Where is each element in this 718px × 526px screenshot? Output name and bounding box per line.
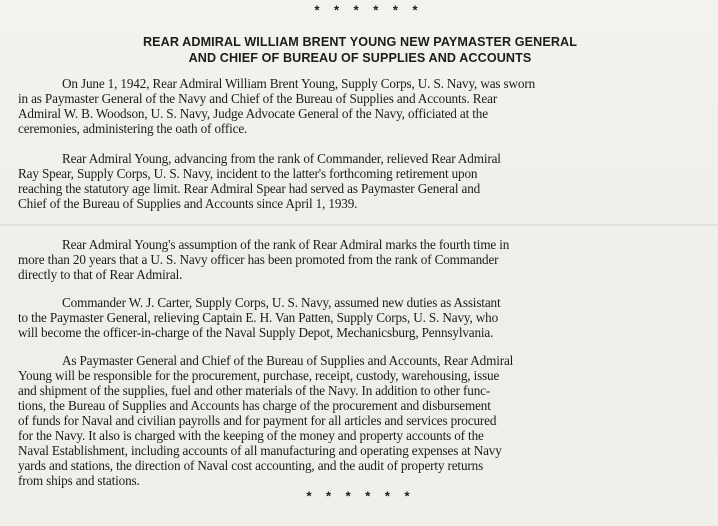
paragraph-line: for the Navy. It also is charged with the keeping of the money and property accounts of the (18, 428, 484, 443)
paragraph-line: Ray Spear, Supply Corps, U. S. Navy, incident to the latter's forthcoming retirement upon (18, 166, 478, 181)
paragraph-4 (18, 295, 710, 340)
paragraph-line: of funds for Naval and civilian payrolls and for payment for all articles and services procured (18, 413, 497, 428)
paragraph-1 (18, 76, 710, 136)
paragraph-line: On June 1, 1942, Rear Admiral William Brent Young, Supply Corps, U. S. Navy, was sworn (62, 76, 536, 91)
paragraph-3 (18, 237, 710, 282)
headline-line-2: AND CHIEF OF BUREAU OF SUPPLIES AND ACCOUNTS (188, 51, 532, 65)
paragraph-line: Young will be responsible for the procurement, purchase, receipt, custody, warehousing, issue (18, 368, 500, 383)
paragraph-line: from ships and stations. (18, 473, 140, 488)
paragraph-line: directly to that of Rear Admiral. (18, 267, 183, 282)
paragraph-line: Commander W. J. Carter, Supply Corps, U. S. Navy, assumed new duties as Assistant (62, 295, 501, 310)
paragraph-2 (18, 151, 710, 211)
top-separator: * * * * * * (313, 4, 421, 19)
paragraph-line: Chief of the Bureau of Supplies and Accounts since April 1, 1939. (18, 196, 358, 211)
paragraph-line: Rear Admiral Young's assumption of the rank of Rear Admiral marks the fourth time in (62, 237, 510, 252)
paragraph-line: Naval Establishment, including accounts of all manufacturing and operating expenses at Navy (18, 443, 502, 458)
paragraph-line: and shipment of the supplies, fuel and other materials of the Navy. In addition to other func- (18, 383, 491, 398)
headline-line-1: REAR ADMIRAL WILLIAM BRENT YOUNG NEW PAYMASTER GENERAL (142, 35, 578, 49)
bottom-separator: * * * * * * (305, 490, 413, 505)
paragraph-5 (18, 353, 710, 488)
paragraph-line: reaching the statutory age limit. Rear Admiral Spear had served as Paymaster General and (18, 181, 481, 196)
paragraph-line: tions, the Bureau of Supplies and Accounts has charge of the procurement and disbursement (18, 398, 491, 413)
paragraph-line: As Paymaster General and Chief of the Bureau of Supplies and Accounts, Rear Admiral (62, 353, 514, 368)
paper-fold-line (0, 224, 718, 226)
paragraph-line: more than 20 years that a U. S. Navy officer has been promoted from the rank of Commander (18, 252, 499, 267)
paragraph-line: yards and stations, the direction of Naval cost accounting, and the audit of property returns (18, 458, 484, 473)
paragraph-line: to the Paymaster General, relieving Captain E. H. Van Patten, Supply Corps, U. S. Navy, who (18, 310, 499, 325)
paragraph-line: in as Paymaster General of the Navy and Chief of the Bureau of Supplies and Accounts. Rear (18, 91, 498, 106)
paragraph-line: will become the officer-in-charge of the Naval Supply Depot, Mechanicsburg, Pennsylvania. (18, 325, 494, 340)
paragraph-line: ceremonies, administering the oath of office. (18, 121, 248, 136)
paragraph-line: Rear Admiral Young, advancing from the rank of Commander, relieved Rear Admiral (62, 151, 501, 166)
paragraph-line: Admiral W. B. Woodson, U. S. Navy, Judge Advocate General of the Navy, officiated at the (18, 106, 488, 121)
